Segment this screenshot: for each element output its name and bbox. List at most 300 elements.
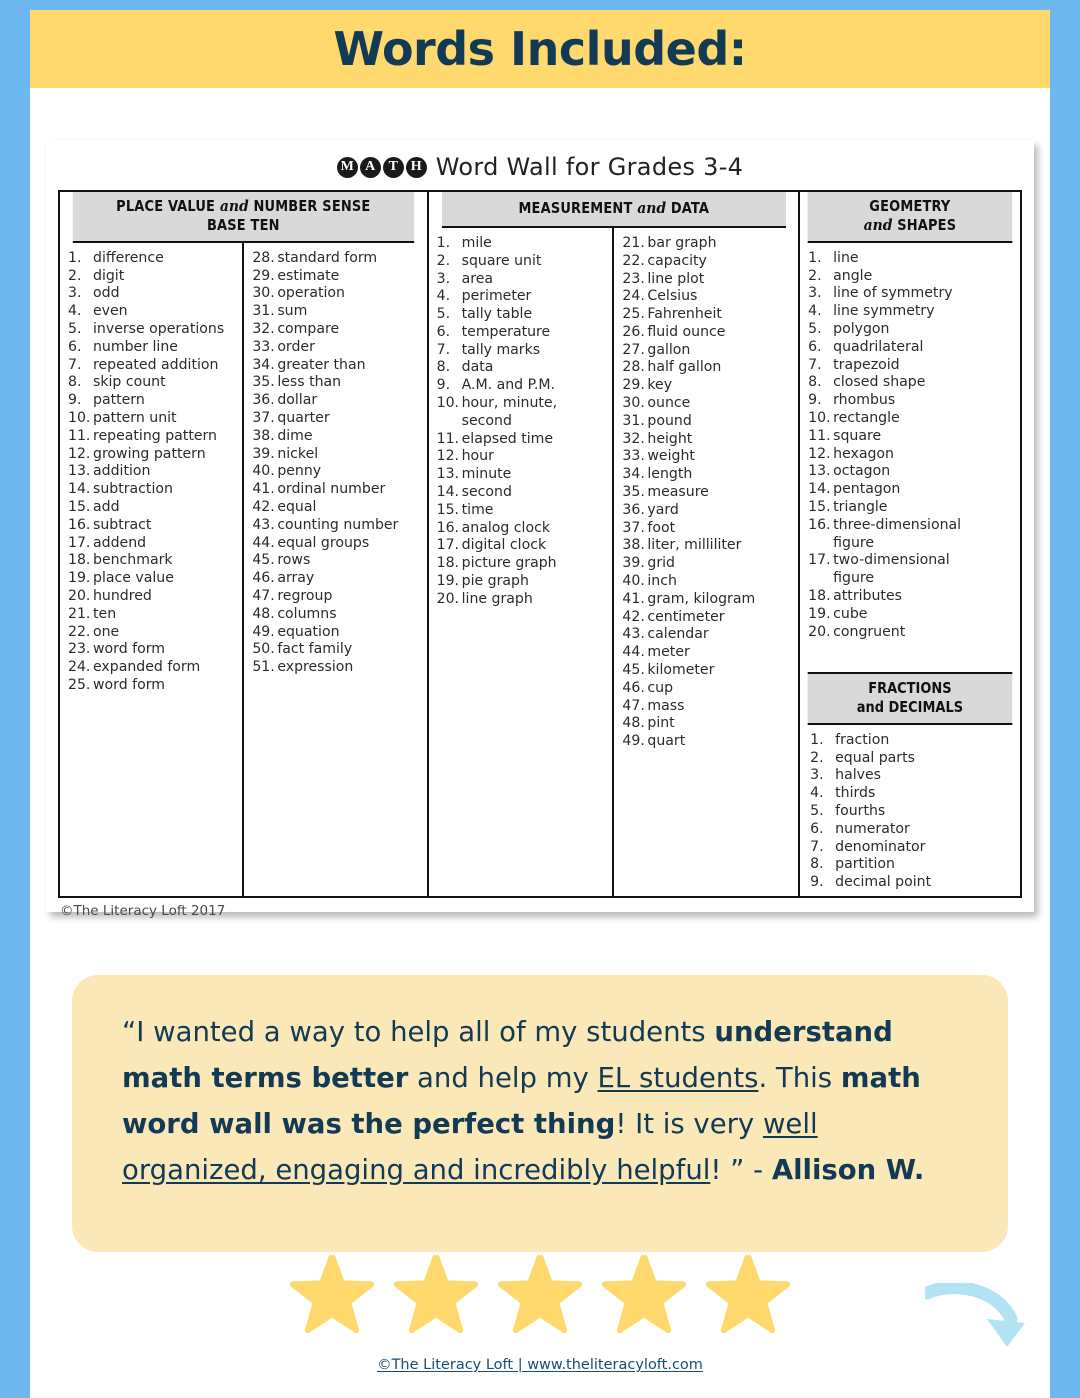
list-item-number: 10. [68,409,91,426]
section-body-fractions [800,725,1020,896]
list-item-number: 4. [68,303,82,320]
list-item [68,374,236,392]
list-item-word: key [647,377,673,394]
list-item-word: hundred [93,587,152,604]
list-item-number: 2. [436,252,451,269]
list-item [622,359,792,377]
list-item-word: add [93,498,120,515]
list-item-number: 37. [252,409,275,426]
list-item-number: 24. [68,659,91,676]
list-item [622,413,792,431]
list-item-word: columns [277,605,337,622]
list-item [252,481,420,499]
list-item-number: 13. [68,463,91,480]
list-item [622,271,792,289]
quote-seg-1: “I wanted a way to help all of my students [122,1016,715,1048]
star-icon [705,1255,791,1337]
list-item-word: quart [647,733,686,750]
list-item-word: equation [277,623,340,640]
list-item-word: standard form [277,249,378,266]
list-item-word: line [833,249,859,266]
list-item [252,588,420,606]
list-item-number: 9. [808,392,822,409]
list-item-number-blank [437,413,462,431]
list-item [252,624,420,642]
list-item-word: growing pattern [93,445,206,462]
list-item [810,732,1014,750]
list-item [437,395,607,413]
list-item [68,268,236,286]
list-item-word: elapsed time [461,430,554,447]
list-item-number: 16. [68,516,91,533]
list-item-word: yard [647,501,679,518]
list-item [68,392,236,410]
list-item-number: 3. [808,285,822,302]
list-item-number: 29. [252,267,275,284]
heading-text-post: DECIMALS [884,697,964,716]
list-item [437,431,607,449]
quote-seg-7: ! It is very [615,1108,763,1140]
list-item-word: number line [93,338,178,355]
list-item [252,285,420,303]
word-wall-subtitle: Word Wall for Grades 3-4 [435,153,744,181]
list-item-word: figure [833,570,875,587]
list-item-word: centimeter [647,608,725,625]
list-item-word: picture graph [461,555,557,572]
list-item-number: 14. [68,481,91,498]
list-item-word: quarter [277,409,330,426]
testimonial-box [72,975,1008,1252]
list-item [437,502,607,520]
list-item-number: 44. [252,534,275,551]
list-item-number: 34. [252,356,275,373]
list-item [808,392,1014,410]
list-item-number: 42. [252,498,275,515]
list-item [437,537,607,555]
word-list-pv-b [252,250,420,677]
list-item-word: addition [93,463,151,480]
list-item [68,303,236,321]
list-item [252,606,420,624]
list-item-word: square [833,427,882,444]
list-item-number: 9. [68,392,82,409]
list-item [622,466,792,484]
list-item-number: 18. [436,555,460,572]
list-item [68,481,236,499]
list-item [68,517,236,535]
list-item [622,324,792,342]
list-item-word: gallon [647,341,691,358]
list-item-word: bar graph [647,234,717,251]
list-item-word: pint [647,715,675,732]
page-title: Words Included: [333,22,747,76]
list-item [810,767,1014,785]
list-item-number: 50. [252,641,275,658]
list-item [252,303,420,321]
list-item-word: line plot [647,270,705,287]
word-list-md-a [437,235,607,609]
list-item-word: subtraction [93,481,173,498]
list-item-word: regroup [277,587,333,604]
list-item-number: 47. [252,587,275,604]
list-item-number: 17. [436,537,460,554]
list-item-word: liter, milliliter [647,537,742,554]
list-item-word: benchmark [93,552,173,569]
section-measurement-data [429,192,801,896]
list-item-number: 8. [810,856,824,873]
subcolumn-md-b [614,228,798,896]
list-item-word: even [93,303,128,320]
list-item-number: 35. [252,374,275,391]
list-item [252,410,420,428]
list-item-word: skip count [93,374,166,391]
list-item-number: 30. [622,395,645,412]
list-item-word: mass [647,697,685,714]
list-item-number: 9. [436,377,451,394]
list-item [622,395,792,413]
rating-stars [0,1255,1080,1337]
list-item-number: 21. [622,234,645,251]
list-item [252,552,420,570]
list-item-word: temperature [461,323,551,340]
badge-letter-a: A [360,157,381,178]
list-item-number: 1. [810,731,824,748]
list-item-number: 7. [68,356,82,373]
list-item-number: 43. [252,516,275,533]
list-item-number: 4. [436,288,451,305]
list-item-number: 41. [622,590,645,607]
list-item-word: grid [647,555,675,572]
list-item-word: A.M. and P.M. [461,377,556,394]
list-item-word: inch [647,573,677,590]
list-item [622,555,792,573]
list-item [68,624,236,642]
list-item-word: pattern [93,392,145,409]
heading-text-post: DATA [665,199,709,217]
list-item-number: 49. [622,733,645,750]
heading-and: and [636,199,666,217]
list-item [252,339,420,357]
list-item-word: equal [277,498,317,515]
list-item-word: greater than [277,356,366,373]
list-item-word: counting number [277,516,399,533]
list-item-word: area [461,270,494,287]
list-item [437,288,607,306]
heading-and: and [863,215,893,234]
list-item-word: expression [277,659,354,676]
list-item-number: 25. [622,306,645,323]
list-item [622,644,792,662]
list-item-word: dime [277,427,313,444]
list-item-word: repeated addition [93,356,219,373]
list-item [622,609,792,627]
heading-text-post: NUMBER SENSE [248,197,371,215]
list-item [437,591,607,609]
list-item-number: 14. [436,484,460,501]
list-item-number: 37. [622,519,645,536]
list-item [622,715,792,733]
list-item-continuation [808,570,1014,588]
list-item-word: numerator [835,820,910,837]
list-item-number: 33. [252,338,275,355]
list-item-word: word form [93,641,165,658]
list-item-number: 31. [622,412,645,429]
list-item [437,448,607,466]
list-item-number: 5. [436,306,451,323]
list-item-number: 35. [622,484,645,501]
list-item-number: 27. [622,341,645,358]
list-item-number: 19. [808,605,831,622]
list-item-word: operation [277,285,345,302]
list-item-word: gram, kilogram [647,590,756,607]
list-item-number: 21. [68,605,91,622]
list-item [622,733,792,751]
list-item-number: 46. [252,570,275,587]
list-item-number: 13. [436,466,460,483]
list-item [622,698,792,716]
list-item-word: digital clock [461,537,547,554]
list-item-number: 29. [622,377,645,394]
list-item-word: second [461,484,512,501]
list-item [437,306,607,324]
list-item-word: decimal point [835,874,932,891]
section-place-value [60,192,429,896]
list-item-word: minute [461,466,512,483]
list-item [68,659,236,677]
heading-and: and [219,197,249,215]
list-item [68,250,236,268]
list-item-number: 47. [622,697,645,714]
list-item [622,520,792,538]
list-item-number: 12. [808,445,831,462]
list-item-word: line graph [461,590,533,607]
list-item-word: estimate [277,267,340,284]
list-item-number: 20. [436,590,460,607]
list-item-number: 11. [68,427,91,444]
list-item [252,463,420,481]
heading-text-post: SHAPES [892,215,957,234]
list-item-number: 33. [622,448,645,465]
list-item-word: thirds [835,785,876,802]
list-item-word: closed shape [833,374,926,391]
list-item-word: hour, minute, [461,395,558,412]
list-item-number: 12. [68,445,91,462]
list-item-word: digit [93,267,125,284]
heading-and: and [856,697,885,716]
list-item-word: dollar [277,392,318,409]
list-item-word: polygon [833,321,890,337]
list-item-number: 48. [252,605,275,622]
word-wall-document [46,140,1034,919]
list-item-number: 8. [808,374,822,391]
list-item-number: 2. [810,749,824,766]
list-item-number: 3. [68,285,82,302]
list-item [810,821,1014,839]
list-item-word: fluid ounce [647,323,726,340]
list-item [808,303,1014,321]
list-item [808,606,1014,624]
list-item-word: equal parts [835,749,915,766]
list-item-number: 4. [808,303,822,320]
list-item-word: denominator [835,838,926,855]
list-item-word: data [461,359,494,376]
list-item [252,268,420,286]
list-item [68,339,236,357]
list-item-continuation [808,535,1014,553]
list-item [252,428,420,446]
list-item-number: 7. [436,341,451,358]
list-item-number: 14. [808,481,831,498]
list-item [252,570,420,588]
list-item-word: rectangle [833,409,900,426]
list-item [437,555,607,573]
list-item-number: 5. [808,321,822,337]
list-item-word: Celsius [647,288,698,305]
list-item [622,502,792,520]
word-wall-grid [58,190,1022,898]
section-fractions-decimals [800,672,1020,896]
list-item-word: expanded form [93,659,201,676]
list-item-word: Fahrenheit [647,306,722,323]
list-item-word: inverse operations [93,321,225,337]
section-header-place-value [73,192,414,243]
list-item [622,591,792,609]
list-item [808,374,1014,392]
list-item [808,463,1014,481]
list-item-number: 15. [68,498,91,515]
list-item-word: fourths [835,803,886,820]
list-item [252,374,420,392]
list-item [808,357,1014,375]
quote-underline-2: well organized, engaging and incredibly helpful [122,1108,818,1186]
heading-text-pre: PLACE VALUE [116,197,220,215]
list-item-number: 16. [808,516,831,533]
list-item-word: word form [93,676,165,693]
subcolumn-md-a [429,228,615,896]
list-item [808,250,1014,268]
list-item [252,392,420,410]
list-item-number: 20. [68,587,91,604]
list-item [808,624,1014,642]
list-item-number: 8. [436,359,451,376]
list-item-number: 4. [810,785,824,802]
list-item-word: compare [277,321,340,337]
list-item-number: 36. [252,392,275,409]
section-geometry-shapes [800,192,1020,896]
list-item-word: rhombus [833,392,896,409]
list-item-number: 30. [252,285,275,302]
word-wall-title [58,150,1022,184]
list-item [622,537,792,555]
list-item [68,499,236,517]
list-item-number: 28. [622,359,645,376]
list-item-word: analog clock [461,519,550,536]
list-item-word: addend [93,534,147,551]
list-item [622,626,792,644]
list-item-number: 3. [436,270,451,287]
list-item-word: hexagon [833,445,894,462]
list-item [252,250,420,268]
list-item [622,235,792,253]
quote-bold-2: math word wall was the perfect thing [122,1062,921,1140]
list-item-number: 18. [808,587,831,604]
list-item-word: fact family [277,641,353,658]
list-item-number-blank [808,535,833,553]
list-item [68,428,236,446]
list-item [437,253,607,271]
list-item-word: pie graph [461,573,529,590]
list-item [252,517,420,535]
list-item-number: 23. [622,270,645,287]
list-item-word: congruent [833,623,906,640]
subcolumn-pv-b [244,243,426,896]
list-item-word: figure [833,534,875,551]
star-icon [601,1255,687,1337]
list-item [252,446,420,464]
list-item [68,321,236,339]
list-item [252,535,420,553]
footer-website-link[interactable]: ©The Literacy Loft | www.theliteracyloft.com [377,1357,703,1373]
list-item-word: octagon [833,463,891,480]
list-item-number: 45. [622,662,645,679]
list-item-word: rows [277,552,311,569]
list-item-word: second [461,412,512,429]
list-item-number: 16. [436,519,460,536]
list-item-word: pattern unit [93,409,177,426]
list-item-word: array [277,570,315,587]
list-item-word: kilometer [647,662,715,679]
list-item [68,677,236,695]
list-item-word: halves [835,767,881,784]
list-item [808,428,1014,446]
list-item-number: 42. [622,608,645,625]
list-item [622,573,792,591]
list-item [622,448,792,466]
list-item-number: 17. [808,552,831,569]
list-item-word: foot [647,519,676,536]
list-item [808,321,1014,339]
list-item-number: 36. [622,501,645,518]
testimonial-text [122,1009,966,1193]
list-item-number: 22. [622,252,645,269]
list-item [808,499,1014,517]
list-item-number: 39. [622,555,645,572]
list-item [68,570,236,588]
list-item [437,466,607,484]
list-item [808,552,1014,570]
list-item-word: meter [647,644,690,661]
list-item [622,377,792,395]
heading-line1: FRACTIONS [868,679,952,698]
list-item-number: 7. [810,838,824,855]
list-item-word: sum [277,303,308,320]
list-item-number: 6. [810,820,824,837]
list-item-word: odd [93,285,120,302]
list-item [808,410,1014,428]
list-item-word: ordinal number [277,481,386,498]
list-item-number: 5. [68,321,82,337]
list-item [437,520,607,538]
section-header-measurement-data [442,192,786,228]
list-item-number: 25. [68,676,91,693]
list-item-word: three-dimensional [833,516,962,533]
list-item-word: tally table [461,306,533,323]
list-item [808,446,1014,464]
list-item-word: measure [647,484,709,501]
list-item [808,268,1014,286]
list-item-word: pound [647,412,692,429]
heading-line2: BASE TEN [206,215,280,234]
